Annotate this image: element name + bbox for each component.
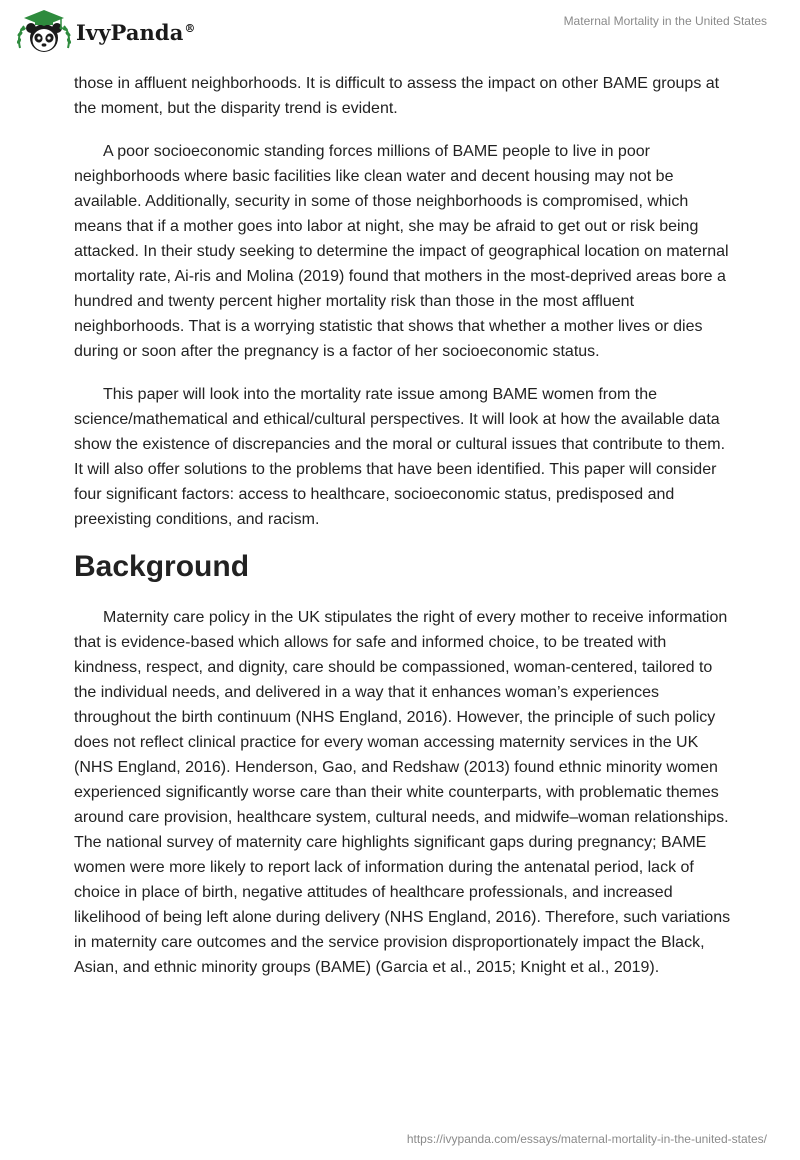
document-title: Maternal Mortality in the United States [563, 14, 767, 28]
body-paragraph-2: A poor socioeconomic standing forces millions of BAME people to live in poor neighborhoods where basic facilities like clean water and decent housing may not be available. Additionally, security in some of those neighborhoods is compromised, which means that if a mother goes into labor at night, she may be afraid to get out or risk being attacked. In their study seeking to determine the impact of geographical location on maternal mortality rate, Ai-ris and Molina (2019) found that mothers in the most-deprived areas bore a hundred and twenty percent higher mortality risk than those in the most affluent neighborhoods. That is a worrying statistic that shows that whether a mother lives or dies during or soon after the pregnancy is a factor of her socioeconomic status. [74, 143, 729, 360]
source-url[interactable]: https://ivypanda.com/essays/maternal-mortality-in-the-united-states/ [406, 1132, 767, 1146]
section-heading-background: Background [74, 550, 250, 583]
essay-content [74, 71, 734, 998]
page-header [0, 0, 800, 60]
body-paragraph-4: Maternity care policy in the UK stipulates the right of every mother to receive information that is evidence-based which allows for safe and informed choice, to be treated with kindness, respect, and dignity, care should be compassioned, woman-centered, tailored to the individual needs, and delivered in a way that it enhances woman’s experiences throughout the birth continuum (NHS England, 2016). However, the principle of such policy does not reflect clinical practice for every woman accessing maternity services in the UK (NHS England, 2016). Henderson, Gao, and Redshaw (2013) found ethnic minority women experienced significantly worse care than their white counterparts, with problematic themes around care provision, healthcare system, cultural needs, and midwife–woman relationships. The national survey of maternity care highlights significant gaps during pregnancy; BAME women were more likely to report lack of information during the antenatal period, lack of choice in place of birth, negative attitudes of healthcare professionals, and increased likelihood of being left alone during delivery (NHS England, 2016). Therefore, such variations in maternity care outcomes and the service provision disproportionately impact the Black, Asian, and ethnic minority groups (BAME) (Garcia et al., 2015; Knight et al., 2019). [74, 609, 731, 976]
brand-logo[interactable] [14, 8, 196, 54]
body-paragraph-1: those in affluent neighborhoods. It is difficult to assess the impact on other BAME groups at the moment, but the disparity trend is evident. [74, 75, 720, 117]
panda-graduate-icon [14, 8, 74, 54]
registered-mark: ® [184, 21, 196, 35]
brand-name [76, 20, 196, 45]
body-paragraph-3: This paper will look into the mortality rate issue among BAME women from the science/mathematical and ethical/cultural perspectives. It will look at how the available data show the existence of discrepancies and the moral or cultural issues that contribute to them. It will also offer solutions to the problems that have been identified. This paper will consider four significant factors: access to healthcare, socioeconomic status, predisposed and preexisting conditions, and racism. [74, 386, 726, 528]
brand-name-text: IvyPanda [76, 19, 184, 45]
